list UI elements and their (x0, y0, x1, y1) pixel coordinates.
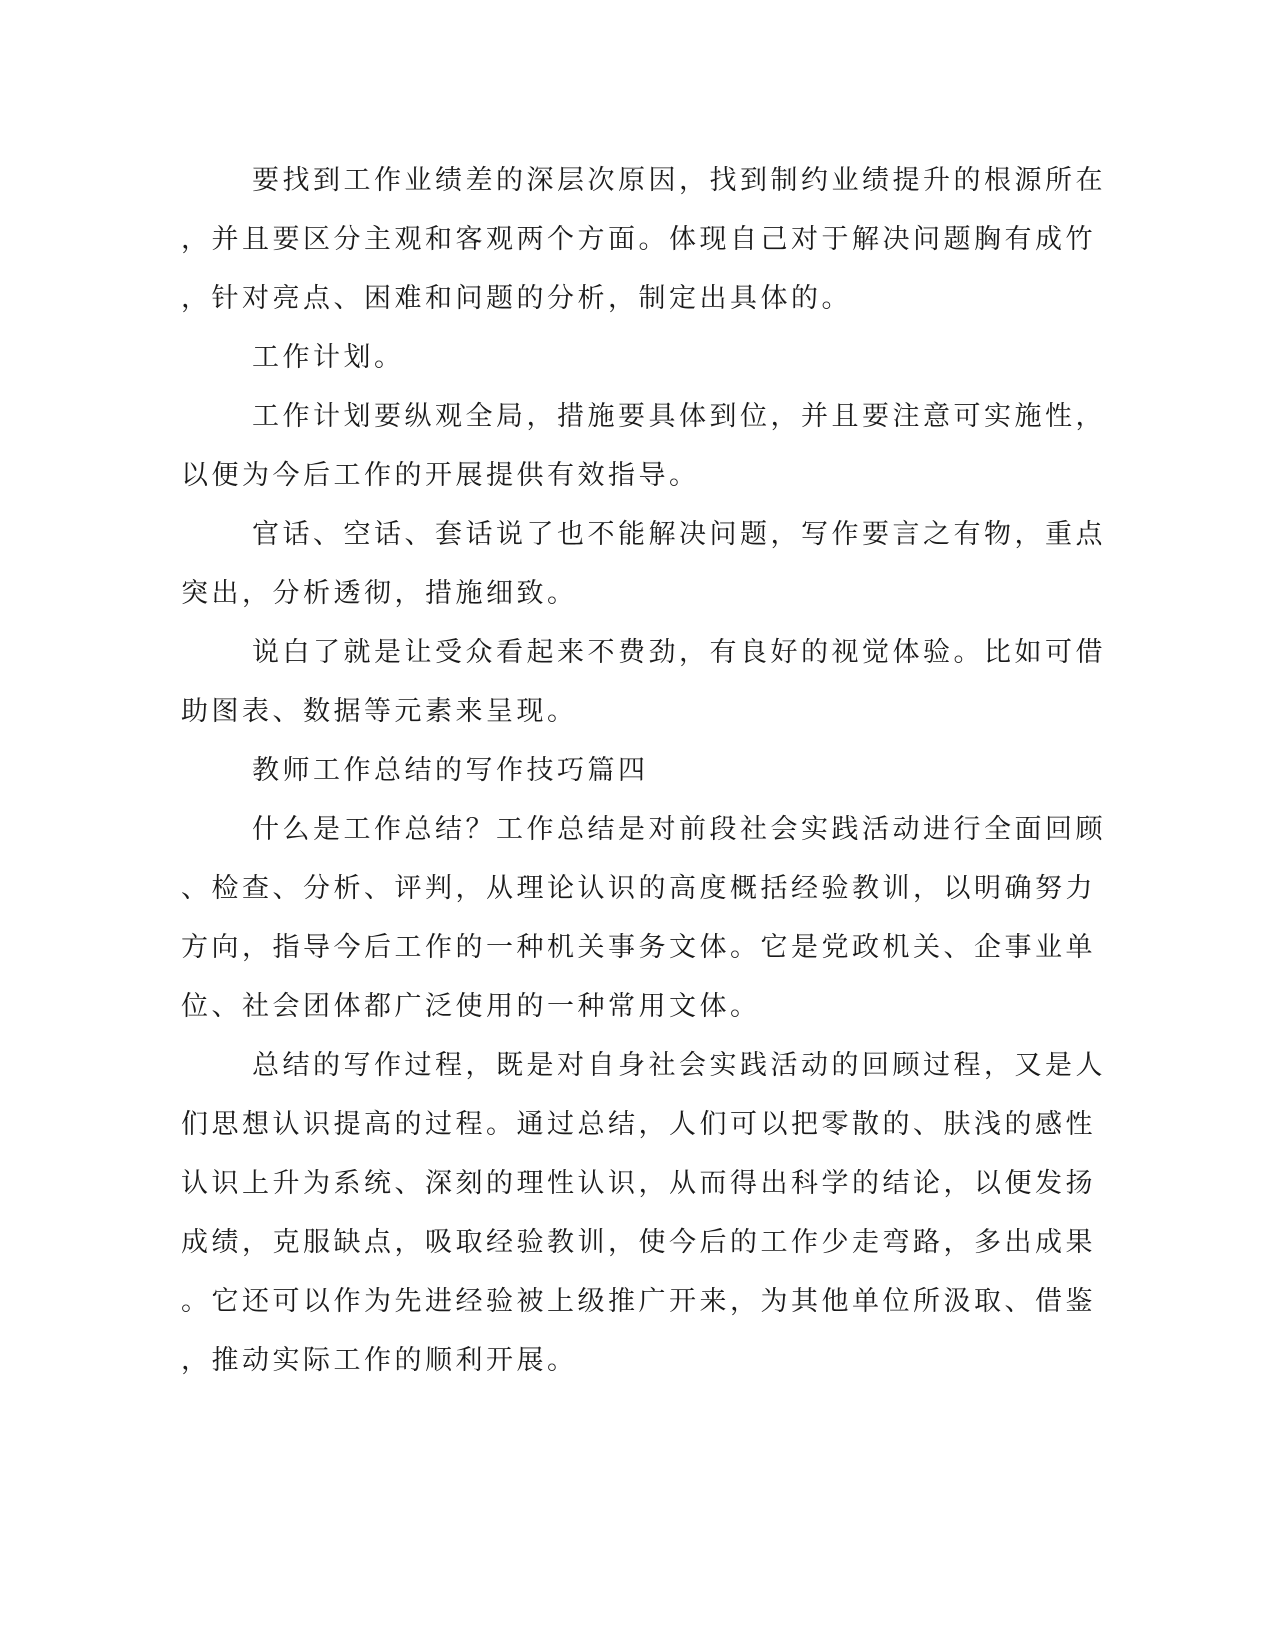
text-line: 们思想认识提高的过程。通过总结，人们可以把零散的、肤浅的感性 (181, 1109, 1096, 1140)
text-line: 要找到工作业绩差的深层次原因，找到制约业绩提升的根源所在 (252, 165, 1106, 196)
text-line: 突出，分析透彻，措施细致。 (181, 578, 578, 609)
text-line: ，并且要区分主观和客观两个方面。体现自己对于解决问题胸有成竹 (181, 224, 1096, 255)
text-line: 成绩，克服缺点，吸取经验教训，使今后的工作少走弯路，多出成果 (181, 1227, 1096, 1258)
text-line: 总结的写作过程，既是对自身社会实践活动的回顾过程，又是人 (252, 1050, 1106, 1081)
text-line: 。它还可以作为先进经验被上级推广开来，为其他单位所汲取、借鉴 (181, 1286, 1096, 1317)
text-line: 官话、空话、套话说了也不能解决问题，写作要言之有物，重点 (252, 519, 1106, 550)
text-line: 工作计划要纵观全局，措施要具体到位，并且要注意可实施性， (252, 401, 1106, 432)
text-line: 什么是工作总结？工作总结是对前段社会实践活动进行全面回顾 (252, 814, 1106, 845)
text-line: 认识上升为系统、深刻的理性认识，从而得出科学的结论，以便发扬 (181, 1168, 1096, 1199)
text-line: 以便为今后工作的开展提供有效指导。 (181, 460, 700, 491)
text-line: ，推动实际工作的顺利开展。 (181, 1345, 578, 1376)
text-line: 助图表、数据等元素来呈现。 (181, 696, 578, 727)
text-line: ，针对亮点、困难和问题的分析，制定出具体的。 (181, 283, 852, 314)
section-heading: 教师工作总结的写作技巧篇四 (252, 755, 649, 786)
text-line: 说白了就是让受众看起来不费劲，有良好的视觉体验。比如可借 (252, 637, 1106, 668)
text-line: 方向，指导今后工作的一种机关事务文体。它是党政机关、企事业单 (181, 932, 1096, 963)
section-heading: 工作计划。 (252, 342, 405, 373)
text-line: 位、社会团体都广泛使用的一种常用文体。 (181, 991, 761, 1022)
text-line: 、检查、分析、评判，从理论认识的高度概括经验教训，以明确努力 (181, 873, 1096, 904)
